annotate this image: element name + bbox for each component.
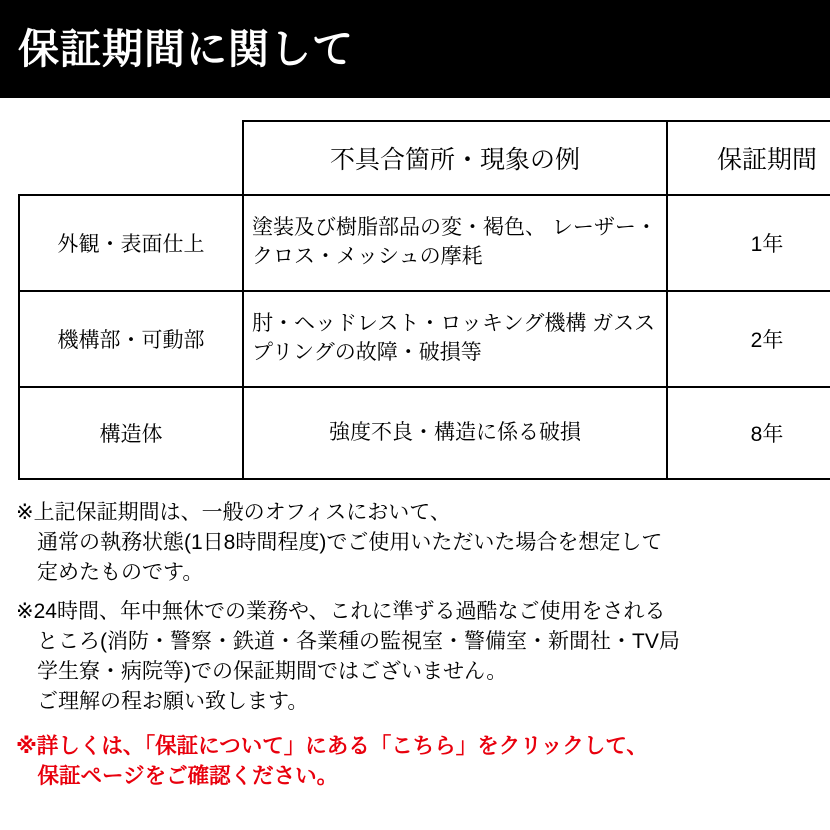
row-term: 8年 [667, 387, 830, 479]
note-line: 学生寮・病院等)での保証期間ではございません。 [16, 660, 508, 684]
row-description [243, 291, 667, 387]
table-row [19, 387, 830, 479]
note-line: ※24時間、年中無休での業務や、これに準ずる過酷なご使用をされる [16, 600, 666, 624]
page-title: 保証期間に関して [18, 25, 354, 72]
table-header-term: 保証期間 [667, 121, 830, 195]
page-header [0, 0, 830, 98]
row-description-line: ガススプリングの故障・破損等 [252, 312, 656, 364]
note-line: 定めたものです。 [16, 560, 204, 584]
row-description [243, 387, 667, 479]
note-item [16, 597, 814, 716]
row-category: 外観・表面仕上 [19, 195, 243, 291]
table-header-description: 不具合箇所・現象の例 [243, 121, 667, 195]
note-line: ご理解の程お願い致します。 [16, 689, 309, 713]
warranty-table-wrapper [0, 98, 830, 480]
note-line: ※上記保証期間は、一般のオフィスにおいて、 [16, 501, 451, 524]
table-header-row [19, 121, 830, 195]
note-line: 保証ページをご確認ください。 [16, 764, 339, 789]
note-line: 通常の執務状態(1日8時間程度)でご使用いただいた場合を想定して [16, 530, 663, 554]
note-item [16, 498, 814, 587]
table-row [19, 291, 830, 387]
note-item-warning [16, 731, 814, 792]
row-description-line: 強度不良・構造に係る破損 [329, 420, 581, 444]
row-description-line: レーザー・クロス・メッシュの摩耗 [252, 216, 657, 268]
row-category: 機構部・可動部 [19, 291, 243, 387]
row-description-line: 肘・ヘッドレスト・ロッキング機構 [252, 312, 587, 336]
warranty-table [18, 120, 830, 480]
note-line: ※詳しくは、「保証について」にある「こちら」をクリックして、 [16, 733, 648, 758]
row-description [243, 195, 667, 291]
notes-section [0, 480, 830, 792]
row-category: 構造体 [19, 387, 243, 479]
row-term: 2年 [667, 291, 830, 387]
note-line: ところ(消防・警察・鉄道・各業種の監視室・警備室・新聞社・TV局 [16, 630, 680, 654]
row-description-line: 塗装及び樹脂部品の変・褐色、 [252, 216, 546, 240]
row-term: 1年 [667, 195, 830, 291]
table-header-category [19, 121, 243, 195]
table-row [19, 195, 830, 291]
